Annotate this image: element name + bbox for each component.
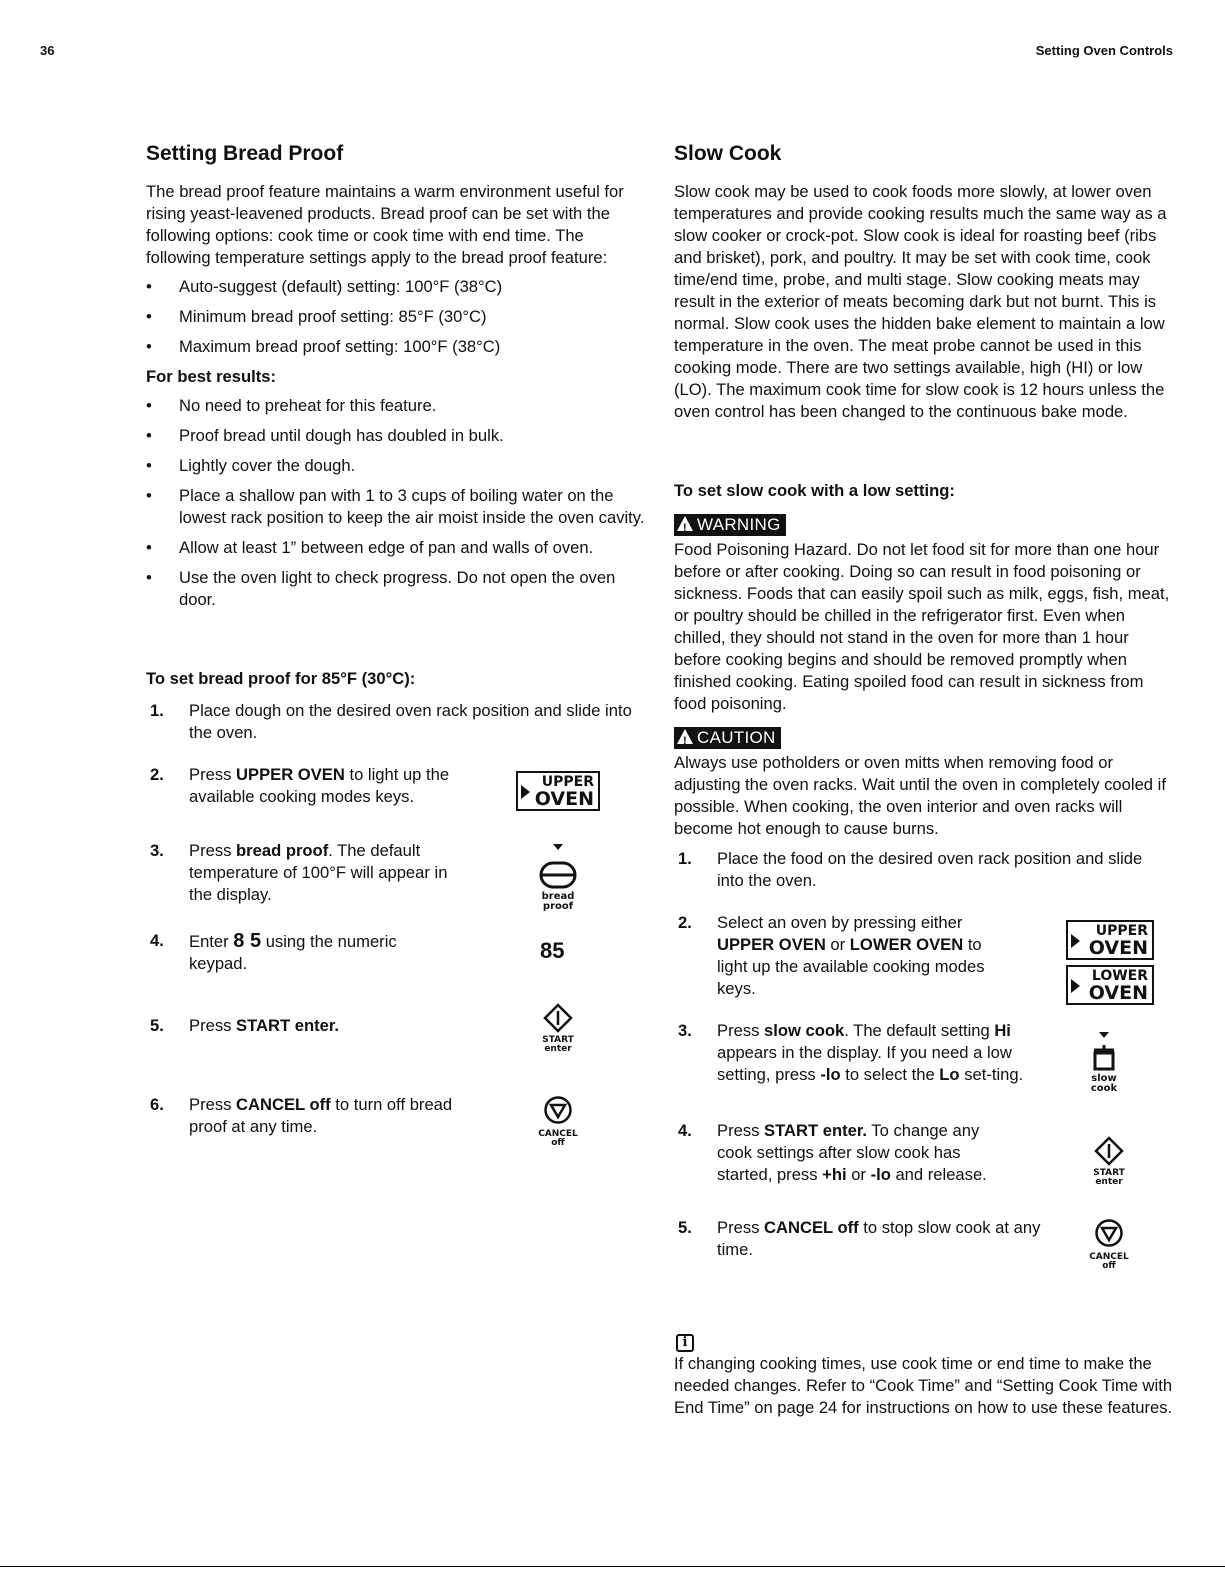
lower-oven-key: LOWER OVEN: [1066, 965, 1154, 1005]
running-header: Setting Oven Controls: [1035, 43, 1173, 58]
bread-proof-label: bread proof: [541, 891, 575, 912]
cancel-label: CANCEL off: [538, 1129, 578, 1148]
slow-step-2: 2. Select an oven by pressing either UPPER OVEN or LOWER OVEN to light up the available cooking modes keys.: [678, 913, 985, 998]
slow-step-4: 4. Press START enter. To change any cook settings after slow cook has started, press +hi or -lo and release.: [678, 1121, 987, 1184]
upper-oven-key: UPPER OVEN: [516, 771, 600, 811]
list-item: • Proof bread until dough has doubled in bulk.: [146, 425, 646, 447]
list-item: • Use the oven light to check progress. Do not open the oven door.: [146, 567, 646, 611]
slow-cook-label: slow cook: [1090, 1073, 1118, 1094]
page-bottom-rule: [0, 1566, 1225, 1585]
list-item: • Allow at least 1” between edge of pan and walls of oven.: [146, 537, 646, 559]
play-arrow-icon: [521, 785, 530, 799]
list-item: • Minimum bread proof setting: 85°F (30°C): [146, 306, 646, 328]
list-item: • No need to preheat for this feature.: [146, 395, 646, 417]
cancel-icon: [543, 1095, 573, 1125]
bread-proof-icon: [539, 843, 577, 889]
slow-cook-title: Slow Cook: [674, 142, 782, 165]
slow-cook-icon: [1090, 1028, 1118, 1072]
caution-text: Always use potholders or oven mitts when removing food or adjusting the oven racks. Wait until the oven in completely cooled if possible. When cooking, the oven interior and oven racks will become hot enough to cause burns.: [674, 753, 1166, 838]
cancel-label: CANCEL off: [1089, 1252, 1129, 1271]
slow-step-3: 3. Press slow cook. The default setting Hi appears in the display. If you need a low setting, press -lo to select the Lo set-ting.: [678, 1021, 1024, 1084]
start-label: START enter: [1093, 1168, 1125, 1187]
cancel-icon: [1094, 1218, 1124, 1248]
list-item: • Auto-suggest (default) setting: 100°F (38°C): [146, 276, 646, 298]
bread-step-1: 1. Place dough on the desired oven rack position and slide into the oven.: [150, 701, 632, 742]
list-item: • Place a shallow pan with 1 to 3 cups of boiling water on the lowest rack position to keep the air moist inside the oven cavity.: [146, 485, 646, 529]
bread-step-4: 4. Enter 8 5 using the numeric keypad.: [150, 930, 397, 973]
slow-step-1: 1. Place the food on the desired oven rack position and slide into the oven.: [678, 849, 1143, 890]
bread-step-5: 5. Press START enter.: [150, 1016, 339, 1035]
display-value: 85: [540, 938, 565, 963]
play-arrow-icon: [1071, 979, 1080, 993]
slow-cook-intro: Slow cook may be used to cook foods more slowly, at lower oven temperatures and provide cooking results much the same way as a slow cooker or crock-pot. Slow cook is ideal for roasting beef (ribs and brisket), pork, and poultry. It may be set with cook time, cook time/end time, probe, and multi stage. Slow cooking meats may result in the exterior of meats becoming dark but not burnt. This is normal. Slow cook uses the hidden bake element to maintain a low temperature in the oven. The meat probe cannot be used in this cooking mode. There are two settings available, high (HI) or low (LO). The maximum cook time for slow cook is 12 hours unless the oven control has been changed to the continuous bake mode.: [674, 182, 1167, 421]
list-item: • Lightly cover the dough.: [146, 455, 646, 477]
bread-step-3: 3. Press bread proof. The default temperature of 100°F will appear in the display.: [150, 841, 448, 904]
warning-badge: !WARNING: [674, 514, 786, 536]
info-icon: i: [676, 1334, 694, 1352]
temperature-list: [146, 276, 646, 366]
list-item: • Maximum bread proof setting: 100°F (38°C): [146, 336, 646, 358]
play-arrow-icon: [1071, 934, 1080, 948]
caution-icon: [677, 729, 693, 744]
start-icon: [1094, 1136, 1124, 1166]
slow-cook-procedure-heading: To set slow cook with a low setting:: [674, 481, 955, 500]
slow-step-5: 5. Press CANCEL off to stop slow cook at any time.: [678, 1218, 1041, 1259]
start-icon: [543, 1003, 573, 1033]
caution-badge: !CAUTION: [674, 727, 781, 749]
warning-icon: [677, 516, 693, 531]
bread-proof-intro: The bread proof feature maintains a warm environment useful for rising yeast-leavened products. Bread proof can be set with the following options: cook time or cook time with end time. The following temperature settings apply to the bread proof feature:: [146, 182, 624, 267]
tips-list: [146, 395, 646, 619]
page-number: 36: [40, 43, 55, 58]
note-text: If changing cooking times, use cook time or end time to make the needed changes. Refer to “Cook Time” and “Setting Cook Time with End Time” on page 24 for instructions on how to use these features.: [674, 1354, 1173, 1417]
bread-step-2: 2. Press UPPER OVEN to light up the available cooking modes keys.: [150, 765, 450, 806]
start-label: START enter: [542, 1035, 574, 1054]
bread-proof-procedure-heading: To set bread proof for 85°F (30°C):: [146, 669, 416, 688]
warning-text: Food Poisoning Hazard. Do not let food sit for more than one hour before or after cooking. Doing so can result in food poisoning or sickness. Foods that can easily spoil such as milk, eggs, fish, meat, or poultry should be chilled in the refrigerator first. Even when chilled, they should not stand in the oven for more than 1 hour before cooking begins and should be removed promptly when finished cooking. Eating spoiled food can result in sickness from food poisoning.: [674, 540, 1170, 713]
upper-oven-key-2: UPPER OVEN: [1066, 920, 1154, 960]
bread-step-6: 6. Press CANCEL off to turn off bread proof at any time.: [150, 1095, 453, 1136]
best-results-heading: For best results:: [146, 367, 277, 386]
bread-proof-title: Setting Bread Proof: [146, 142, 344, 165]
